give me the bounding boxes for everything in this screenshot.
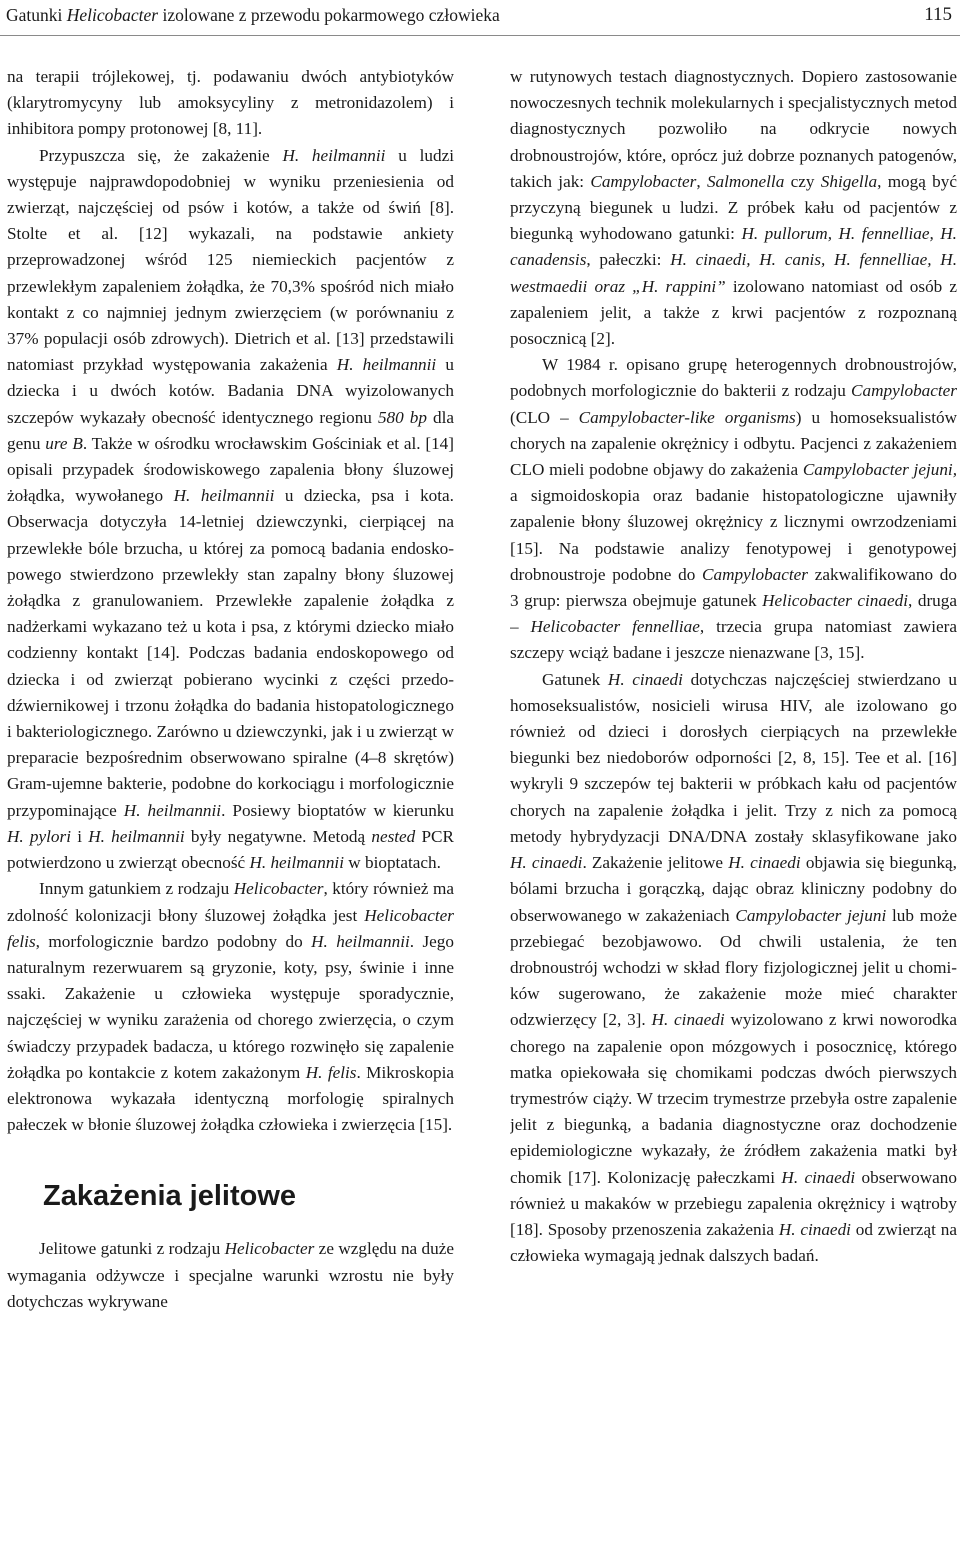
running-title-part2: izolowane z przewodu pokarmowego człowieka: [158, 5, 500, 25]
running-title-part1: Gatunki: [6, 5, 67, 25]
italic-run: H. pylori: [7, 826, 71, 846]
text-run: . Zakażenie jelitowe: [582, 853, 729, 873]
text-run: od zwierząt na człowieka wymagają jednak dalszych badań.: [510, 1219, 957, 1266]
text-run: (CLO –: [510, 407, 579, 427]
text-run: objawia się biegunką, bólami brzucha i gorączką, dając obraz kliniczny podobny do obserwowanego w zakażeniach: [510, 853, 957, 925]
italic-run: Shigella: [820, 171, 878, 191]
italic-run: H. cinaedi: [607, 669, 683, 689]
text-run: na terapii trójlekowej, tj. podawaniu dwóch antybiotyków (klarytromycyny lub amoksycyliny z metronidazolem) i inhibitora pompy protonowej [8, 11].: [7, 67, 454, 139]
text-run: czy: [784, 171, 821, 191]
section-heading: Zakażenia jelitowe: [43, 1180, 297, 1213]
text-run: Przypuszcza się, że zakażenie: [39, 145, 283, 165]
left-column-body: [7, 64, 454, 1138]
text-run: , mogą być przyczyną biegunek u ludzi. Z próbek kału od pacjentów z biegunką wyhodowano gatunki:: [510, 171, 957, 244]
text-run: u dziecka i u dwóch kotów. Badania DNA wyizolowanych szczepów wykazały obecność identycznego regionu: [7, 355, 454, 427]
text-run: PCR potwierdzono u zwierząt obecność: [7, 826, 454, 873]
italic-run: Helicobacter cinaedi: [762, 591, 908, 611]
paragraph: [510, 667, 957, 1270]
header-rule: [0, 35, 960, 36]
italic-run: H. cinaedi: [781, 1167, 856, 1187]
text-run: obserwowano również u makaków w przebiegu zapalenia okrężnicy i wątroby [18]. Sposoby przenoszenia zakażenia: [510, 1167, 957, 1239]
italic-run: Campylobacter: [590, 171, 697, 191]
text-run: Innym gatunkiem z rodzaju: [39, 879, 234, 899]
italic-run: H. cinaedi, H. canis, H. fennelliae, H. westmaedii oraz „H. rappini”: [510, 250, 957, 296]
right-column-body: [510, 64, 957, 1269]
text-run: wyizolowano z krwi noworodka chorego na zapalenie opon mózgowych i posocznicę, którego matka opiekowała się chomikami podczas dwóch pierwszych trymestrów ciąży. W trzecim trymestrze przebyła ostre zapalenie jelit z biegunką, a badania diagnostyczne oraz dochodzenie epidemiologiczne wykazały, że źródłem zakażenia matki był chomik [17]. Kolonizację pałeczkami: [510, 1010, 957, 1187]
text-run: , który również ma zdolność kolonizacji błony śluzowej żołądka jest: [7, 879, 454, 925]
text-run: . Mikroskopia elektronowa wykazała identyczną morfologię spiralnych pałeczek w błonie śluzowej żołądka człowieka i zwierzęcia [15].: [7, 1062, 454, 1135]
text-run: były negatywne. Metodą: [184, 826, 372, 846]
text-run: , trzecia grupa natomiast zawiera szczepy wciąż badane i jeszcze nienazwane [3, 15].: [510, 617, 957, 663]
italic-run: H. heilmannii: [173, 486, 275, 506]
running-title: [6, 0, 500, 30]
italic-run: H. cinaedi: [778, 1219, 851, 1239]
italic-run: Campylobacter jejuni: [735, 905, 887, 925]
text-run: Gatunek: [542, 669, 608, 689]
text-run: . Także w ośrodku wrocławskim Gościniak et al. [14] opisali przypadek środowiskowego zapalenia błony śluzowej żołądka, wywołanego: [7, 433, 454, 506]
text-run: . Jego naturalnym rezerwuarem są gryzonie, koty, psy, świnie i inne ssaki. Zakażenie u człowieka występuje sporadycznie, najczęściej w wyniku zarażenia od chorego zwierzęcia, o czym świadczy przypadek badacza, u którego rozwinęło się zapalenie żołądka po kontakcie z kotem zakażonym: [7, 931, 454, 1082]
page-number: 115: [924, 4, 952, 25]
text-run: W 1984 r. opisano grupę heterogennych drobnoustrojów, podobnych morfologicznie do bakterii z rodzaju: [510, 355, 957, 401]
paragraph: [510, 352, 957, 666]
running-title-genus: Helicobacter: [66, 5, 159, 25]
text-run: ze względu na duże wymagania odżywcze i specjalne warunki wzrostu nie były dotychczas wykrywane: [7, 1239, 454, 1311]
paragraph: [510, 64, 957, 352]
italic-run: Helicobacter: [224, 1239, 315, 1259]
left-column: [7, 64, 454, 1559]
paragraph: [7, 1236, 454, 1315]
text-run: . Posiewy bioptatów w kierunku: [221, 800, 454, 820]
text-run: izolowano natomiast od osób z zapaleniem jelit, a także z krwi pacjentów z rozpoznaną posocznicą [2].: [510, 276, 957, 349]
italic-run: ure B: [45, 433, 83, 453]
text-run: w rutynowych testach diagnostycznych. Dopiero zastosowanie nowoczesnych technik molekularnych i specjalistycznych metod diagnostycznych pozwoliło na odkrycie nowych drobnoustrojów, które, oprócz już dobrze poznanych patogenów, takich jak:: [510, 67, 957, 191]
paragraph: [7, 876, 454, 1138]
italic-run: H. cinaedi: [510, 853, 583, 873]
text-run: ) u homoseksualistów chorych na zapalenie okrężnicy i odbytu. Pacjenci z zakażeniem CLO mieli podobne objawy do zakażenia: [510, 407, 957, 480]
paragraph: [7, 64, 454, 143]
text-run: , pałeczki:: [586, 250, 671, 270]
text-run: i: [71, 826, 89, 846]
italic-run: H. heilmannii: [311, 931, 410, 951]
italic-run: Helicobacter fennelliae: [530, 617, 700, 637]
italic-run: H. heilmannii: [88, 826, 185, 846]
italic-run: Campylobacter: [702, 564, 808, 584]
italic-run: H. cinaedi: [728, 853, 801, 873]
italic-run: H. heilmannii: [336, 355, 437, 375]
text-run: ,: [696, 171, 707, 191]
text-run: u dziecka, psa i kota. Obserwacja dotyczyła 14-letniej dziewczynki, cierpiącej na przewlekłe bóle brzucha, u której za pomocą badania endoskopowego stwierdzono przewlekły stan zapalny błony śluzowej żołądka z granulowaniem. Przewlekłe zapalenie żołądka z nadżerkami wykazano też u kota i psa, z którymi dziecko miało codzienny kontakt [14]. Podczas badania endoskopowego od dziecka i od zwierząt pobierano wycinki z części przedodźwiernikowej i trzonu żołądka do badania histopatologicznego i bakteriologicznego. Zarówno u dziewczynki, jak i u zwierząt w preparacie bezpośrednim obserwowano spiralne (4–8 skrętów) Gram-ujemne bakterie, podobne do korkociągu i morfologicznie przypominające: [7, 486, 454, 820]
paragraph: [7, 143, 454, 877]
right-column: [510, 64, 957, 1559]
text-run: zakwalifikowano do 3 grup: pierwsza obejmuje gatunek: [510, 564, 957, 611]
italic-run: H. felis: [305, 1062, 357, 1082]
text-run: dla genu: [7, 407, 454, 453]
italic-run: Campylobacter: [851, 381, 957, 401]
italic-run: H. cinaedi: [651, 1010, 725, 1030]
text-run: Jelitowe gatunki z rodzaju: [39, 1239, 225, 1259]
italic-run: Campylobacter-like organisms: [578, 407, 796, 427]
text-run: lub może przebiegać bezobjawowo. Od chwili ustalenia, że ten drobnoustrój wchodzi w skład flory fizjologicznej jelit u chomików sugerowano, że zakażenie może mieć charakter odzwierzęcy [2, 3].: [510, 905, 957, 1030]
italic-run: H. pullorum, H. fennelliae, H. canadensis: [510, 224, 957, 270]
italic-run: nested: [371, 826, 416, 846]
text-run: dotychczas najczęściej stwierdzano u homoseksualistów, nosicieli wirusa HIV, ale izolowano go również od dzieci i dorosłych cierpiących na przewlekłe biegunki bez niedoborów odporności [2, 8, 15]. Tee et al. [16] wykryli 9 szczepów tej bakterii w próbkach kału od pacjentów chorych na zapalenie żołądka i jelit. Trzy z nich za pomocą metody hybrydyzacji DNA/DNA zostały sklasyfikowane jako: [510, 669, 957, 846]
italic-run: 580 bp: [377, 407, 427, 427]
italic-run: H. heilmannii: [282, 145, 386, 165]
italic-run: Helicobacter felis: [7, 905, 454, 951]
italic-run: Helicobacter: [233, 879, 324, 899]
italic-run: Salmonella: [706, 171, 785, 191]
left-column-after-heading: [7, 1236, 454, 1315]
text-run: a sigmoidoskopia oraz badanie histopatologiczne ujawniły zapalenie błony śluzowej okrężnicy z licznymi owrzodzeniami [15]. Na podstawie analizy fenotypowej i genotypowej drobnoustroje podobne do: [510, 486, 957, 584]
italic-run: H. heilmannii: [123, 800, 222, 820]
running-header: [0, 0, 960, 30]
italic-run: Campylobacter jejuni,: [802, 460, 957, 480]
text-run: , druga –: [510, 591, 957, 637]
italic-run: H. heilmannii: [249, 853, 344, 873]
text-run: w bioptatach.: [343, 853, 441, 873]
text-run: , morfologicznie bardzo podobny do: [35, 931, 312, 951]
text-run: u ludzi występuje najprawdopodobniej w wyniku przeniesienia od zwierząt, najczęściej od psów i kotów, a także od świń [8]. Stolte et al. [12] wykazali, na podstawie ankiety przeprowadzonej wśród 125 niemieckich pacjentów z przewlekłym zapaleniem żołądka, że 70,3% spośród nich miało kontakt z co najmniej jednym zwierzęciem (w porównaniu z 37% populacji osób zdrowych). Dietrich et al. [13] przedstawili natomiast przykład występowania zakażenia: [7, 145, 454, 375]
